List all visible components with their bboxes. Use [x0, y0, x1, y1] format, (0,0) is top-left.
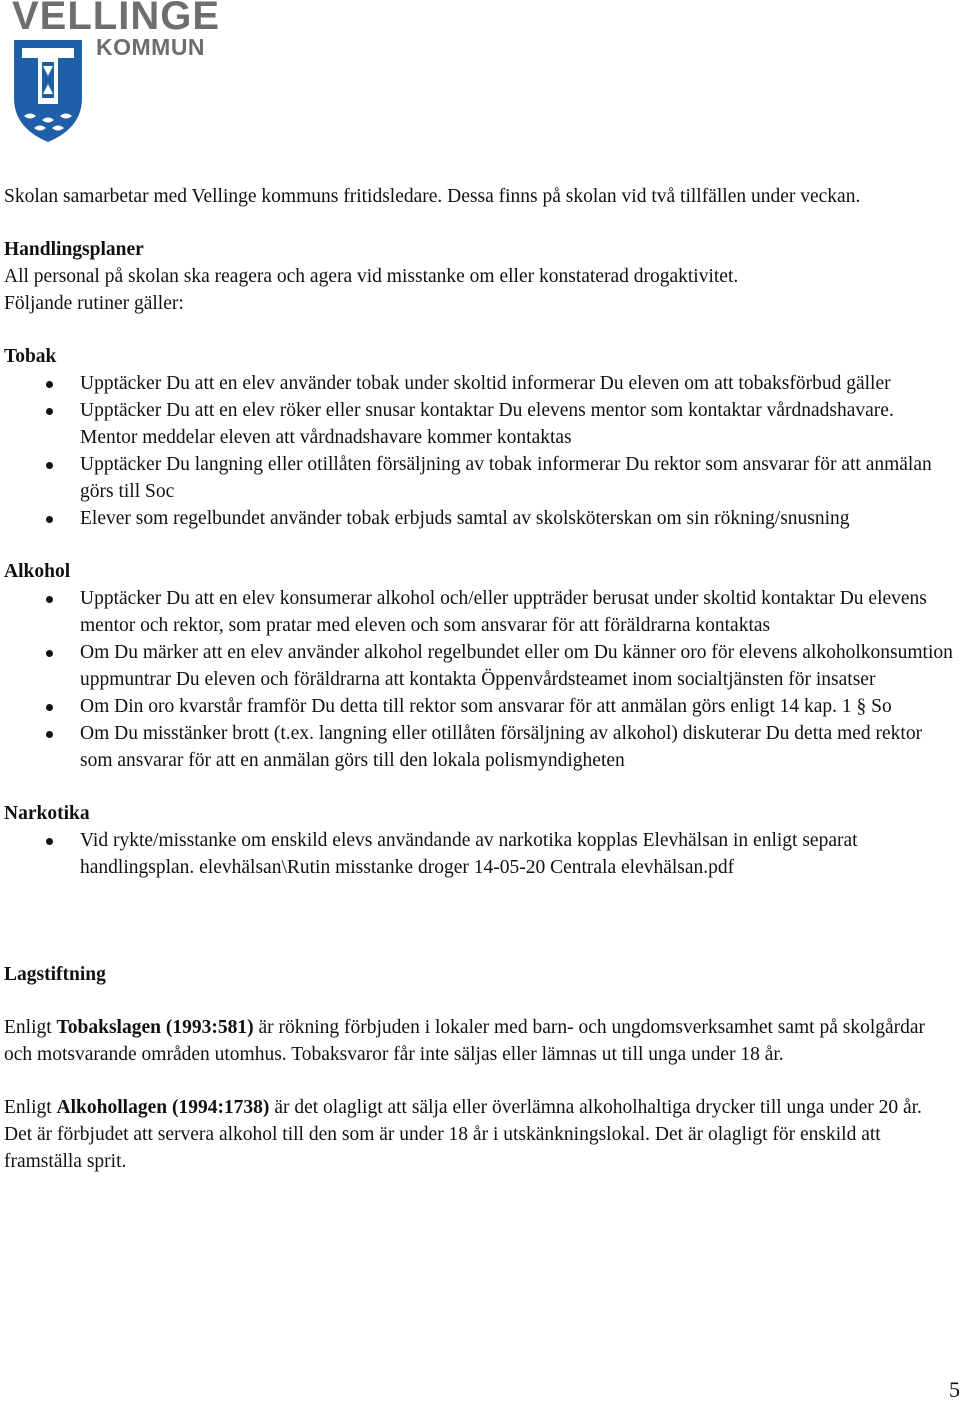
list-item: Elever som regelbundet använder tobak erbjuds samtal av skolsköterskan om sin rökning/snusning [4, 505, 954, 532]
lagstiftning-paragraph-2 [4, 1094, 954, 1175]
section-alkohol [4, 558, 954, 774]
intro-paragraph: Skolan samarbetar med Vellinge kommuns fritidsledare. Dessa finns på skolan vid två tillfällen under veckan. [4, 186, 861, 207]
heading-lagstiftning: Lagstiftning [4, 964, 106, 985]
section-lagstiftning [4, 961, 954, 1175]
lagstiftning-paragraph-1 [4, 1014, 954, 1068]
heading-handlingsplaner: Handlingsplaner [4, 239, 144, 260]
list-item: Upptäcker Du att en elev röker eller snusar kontaktar Du elevens mentor som kontaktar vårdnadshavare. Mentor meddelar eleven att vårdnadshavare kommer kontaktas [4, 397, 954, 451]
page-number: 5 [949, 1377, 960, 1402]
section-narkotika [4, 800, 954, 881]
section-tobak [4, 343, 954, 532]
p2-pre: Enligt [4, 1097, 57, 1118]
heading-alkohol: Alkohol [4, 561, 71, 582]
tobak-list [4, 370, 954, 532]
p2-post: är det olagligt att sälja eller överlämna alkoholhaltiga drycker till unga under 20 år. Det är förbjudet att servera alkohol till den som är under 18 år i utskänkningslokal. Det är olagligt för enskild att framställa sprit. [4, 1097, 922, 1172]
tobakslagen-ref: Tobakslagen (1993:581) [56, 1017, 254, 1038]
list-item: Upptäcker Du langning eller otillåten försäljning av tobak informerar Du rektor som ansvarar för att anmälan görs till Soc [4, 451, 954, 505]
handlingsplaner-line2: Följande rutiner gäller: [4, 293, 184, 314]
heading-tobak: Tobak [4, 346, 57, 367]
heading-narkotika: Narkotika [4, 803, 90, 824]
alkohollagen-ref: Alkohollagen (1994:1738) [56, 1097, 270, 1118]
narkotika-list [4, 827, 954, 881]
section-handlingsplaner [4, 236, 954, 317]
list-item: Om Din oro kvarstår framför Du detta till rektor som ansvarar för att anmälan görs enligt 14 kap. 1 § So [4, 693, 954, 720]
alkohol-list [4, 585, 954, 774]
list-item: Om Du märker att en elev använder alkohol regelbundet eller om Du känner oro för elevens alkoholkonsumtion uppmuntrar Du eleven och föräldrarna att kontakta Öppenvårdsteamet inom socialtjänsten för insatser [4, 639, 954, 693]
logo-text-kommun: KOMMUN [96, 34, 206, 60]
coat-of-arms-icon [8, 36, 88, 144]
vellinge-logo [8, 0, 221, 145]
handlingsplaner-line1: All personal på skolan ska reagera och agera vid misstanke om eller konstaterad drogaktivitet. [4, 266, 739, 287]
document-body [4, 183, 954, 1175]
logo-text-vellinge: VELLINGE [12, 0, 221, 38]
p1-post: är rökning förbjuden i lokaler med barn- och ungdomsverksamhet samt på skolgårdar och motsvarande områden utomhus. Tobaksvaror får inte säljas eller lämnas ut till unga under 18 år. [4, 1017, 926, 1065]
list-item: Vid rykte/misstanke om enskild elevs användande av narkotika kopplas Elevhälsan in enligt separat handlingsplan. elevhälsan\Rutin misstanke droger 14-05-20 Centrala elevhälsan.pdf [4, 827, 954, 881]
list-item: Upptäcker Du att en elev konsumerar alkohol och/eller uppträder berusat under skoltid kontaktar Du elevens mentor och rektor, som pratar med eleven och som ansvarar för att föräldrarna kontaktas [4, 585, 954, 639]
list-item: Om Du misstänker brott (t.ex. langning eller otillåten försäljning av alkohol) diskuterar Du detta med rektor som ansvarar för att en anmälan görs till den lokala polismyndigheten [4, 720, 954, 774]
list-item: Upptäcker Du att en elev använder tobak under skoltid informerar Du eleven om att tobaksförbud gäller [4, 370, 954, 397]
p1-pre: Enligt [4, 1017, 57, 1038]
